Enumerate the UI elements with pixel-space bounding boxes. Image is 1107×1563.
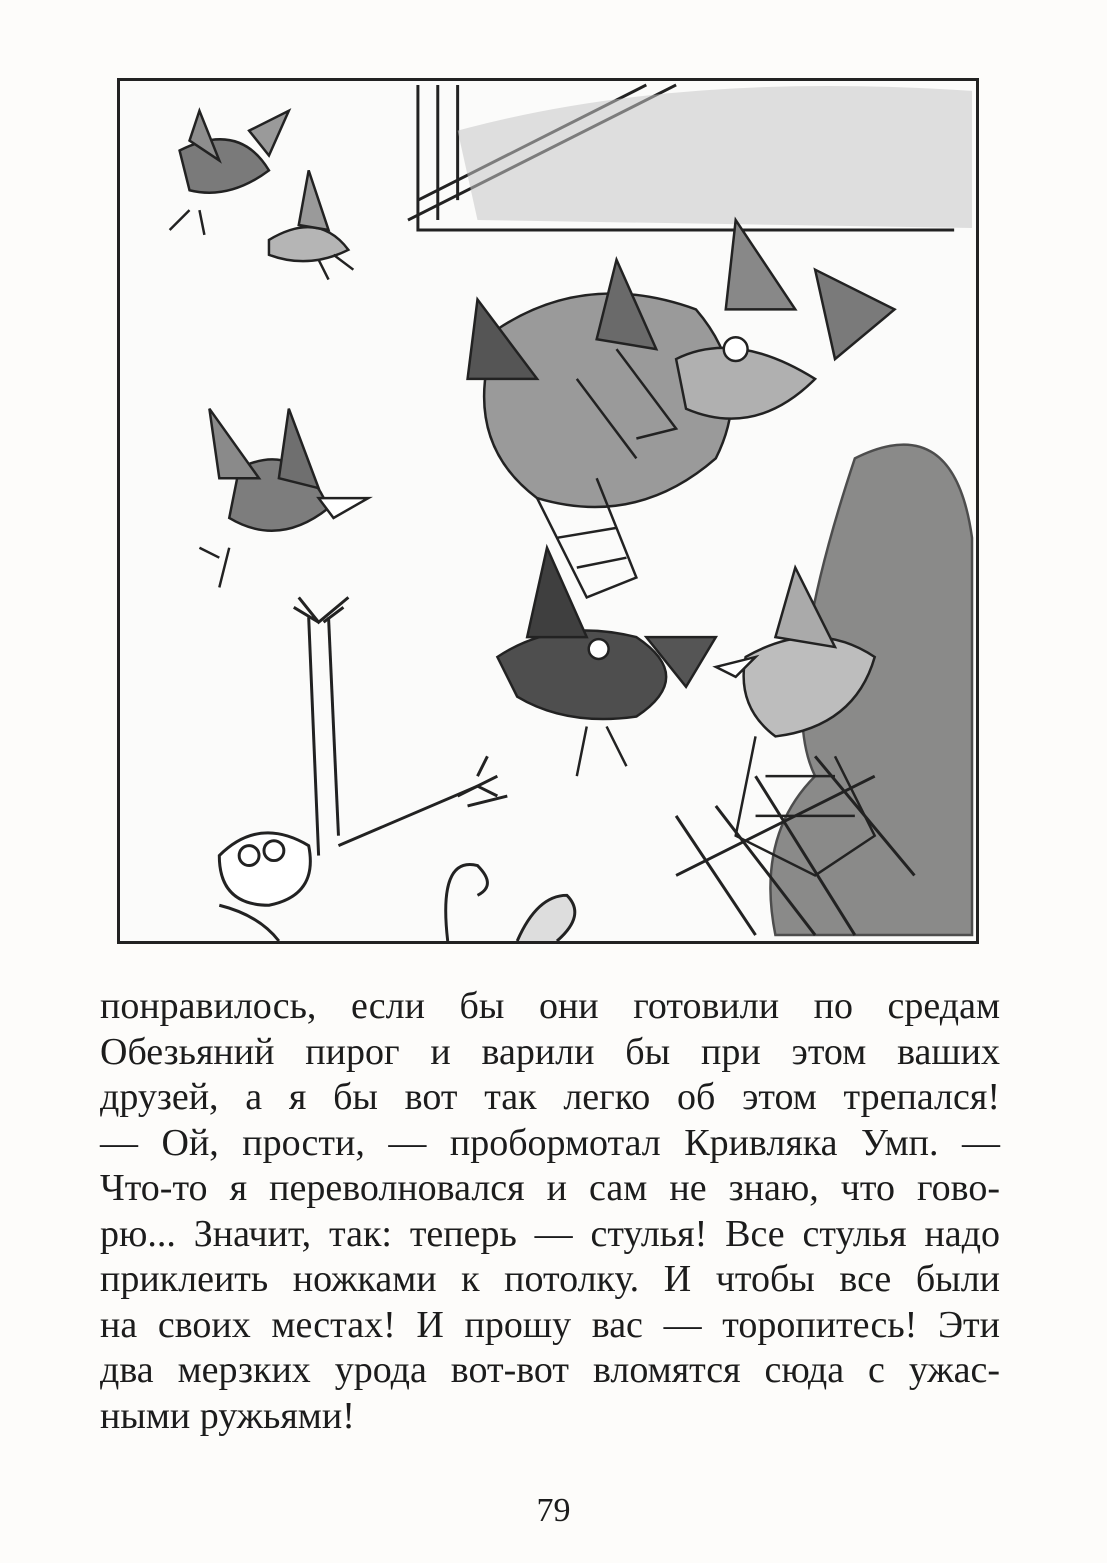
text-line: — Ой, прости, — пробормотал Кривляка Умп. —: [100, 1121, 1000, 1164]
bird-top-middle: [269, 170, 353, 279]
illustration: [117, 78, 979, 944]
text-line: ными ружьями!: [100, 1394, 355, 1437]
bird-left: [199, 409, 368, 588]
bird-right-cluster: [716, 445, 972, 935]
text-line: приклеить ножками к потолку. И чтобы все были: [100, 1258, 1000, 1300]
text-line: Что-то я переволновался и сам не знаю, что гово-: [100, 1167, 1000, 1209]
ceiling-wash: [458, 86, 972, 228]
text-line: Обезьяний пирог и варили бы при этом ваших: [100, 1030, 1000, 1073]
text-line: рю... Значит, так: теперь — стулья! Все стулья надо: [100, 1212, 1000, 1255]
text-line: понравилось, если бы они готовили по средам: [100, 985, 1000, 1027]
text-line: друзей, а я бы вот так легко об этом трепался!: [100, 1076, 1000, 1118]
bird-top-left: [170, 111, 289, 235]
bird-dark-center: [497, 548, 715, 776]
text-line: на своих местах! И прошу вас — торопитесь! Эти: [100, 1303, 1000, 1346]
body-text: [100, 984, 1000, 1439]
page-number: 79: [536, 1492, 571, 1529]
birds-and-monkey-drawing: [120, 81, 976, 941]
text-line: два мерзких урода вот-вот вломятся сюда с ужас-: [100, 1349, 1000, 1391]
